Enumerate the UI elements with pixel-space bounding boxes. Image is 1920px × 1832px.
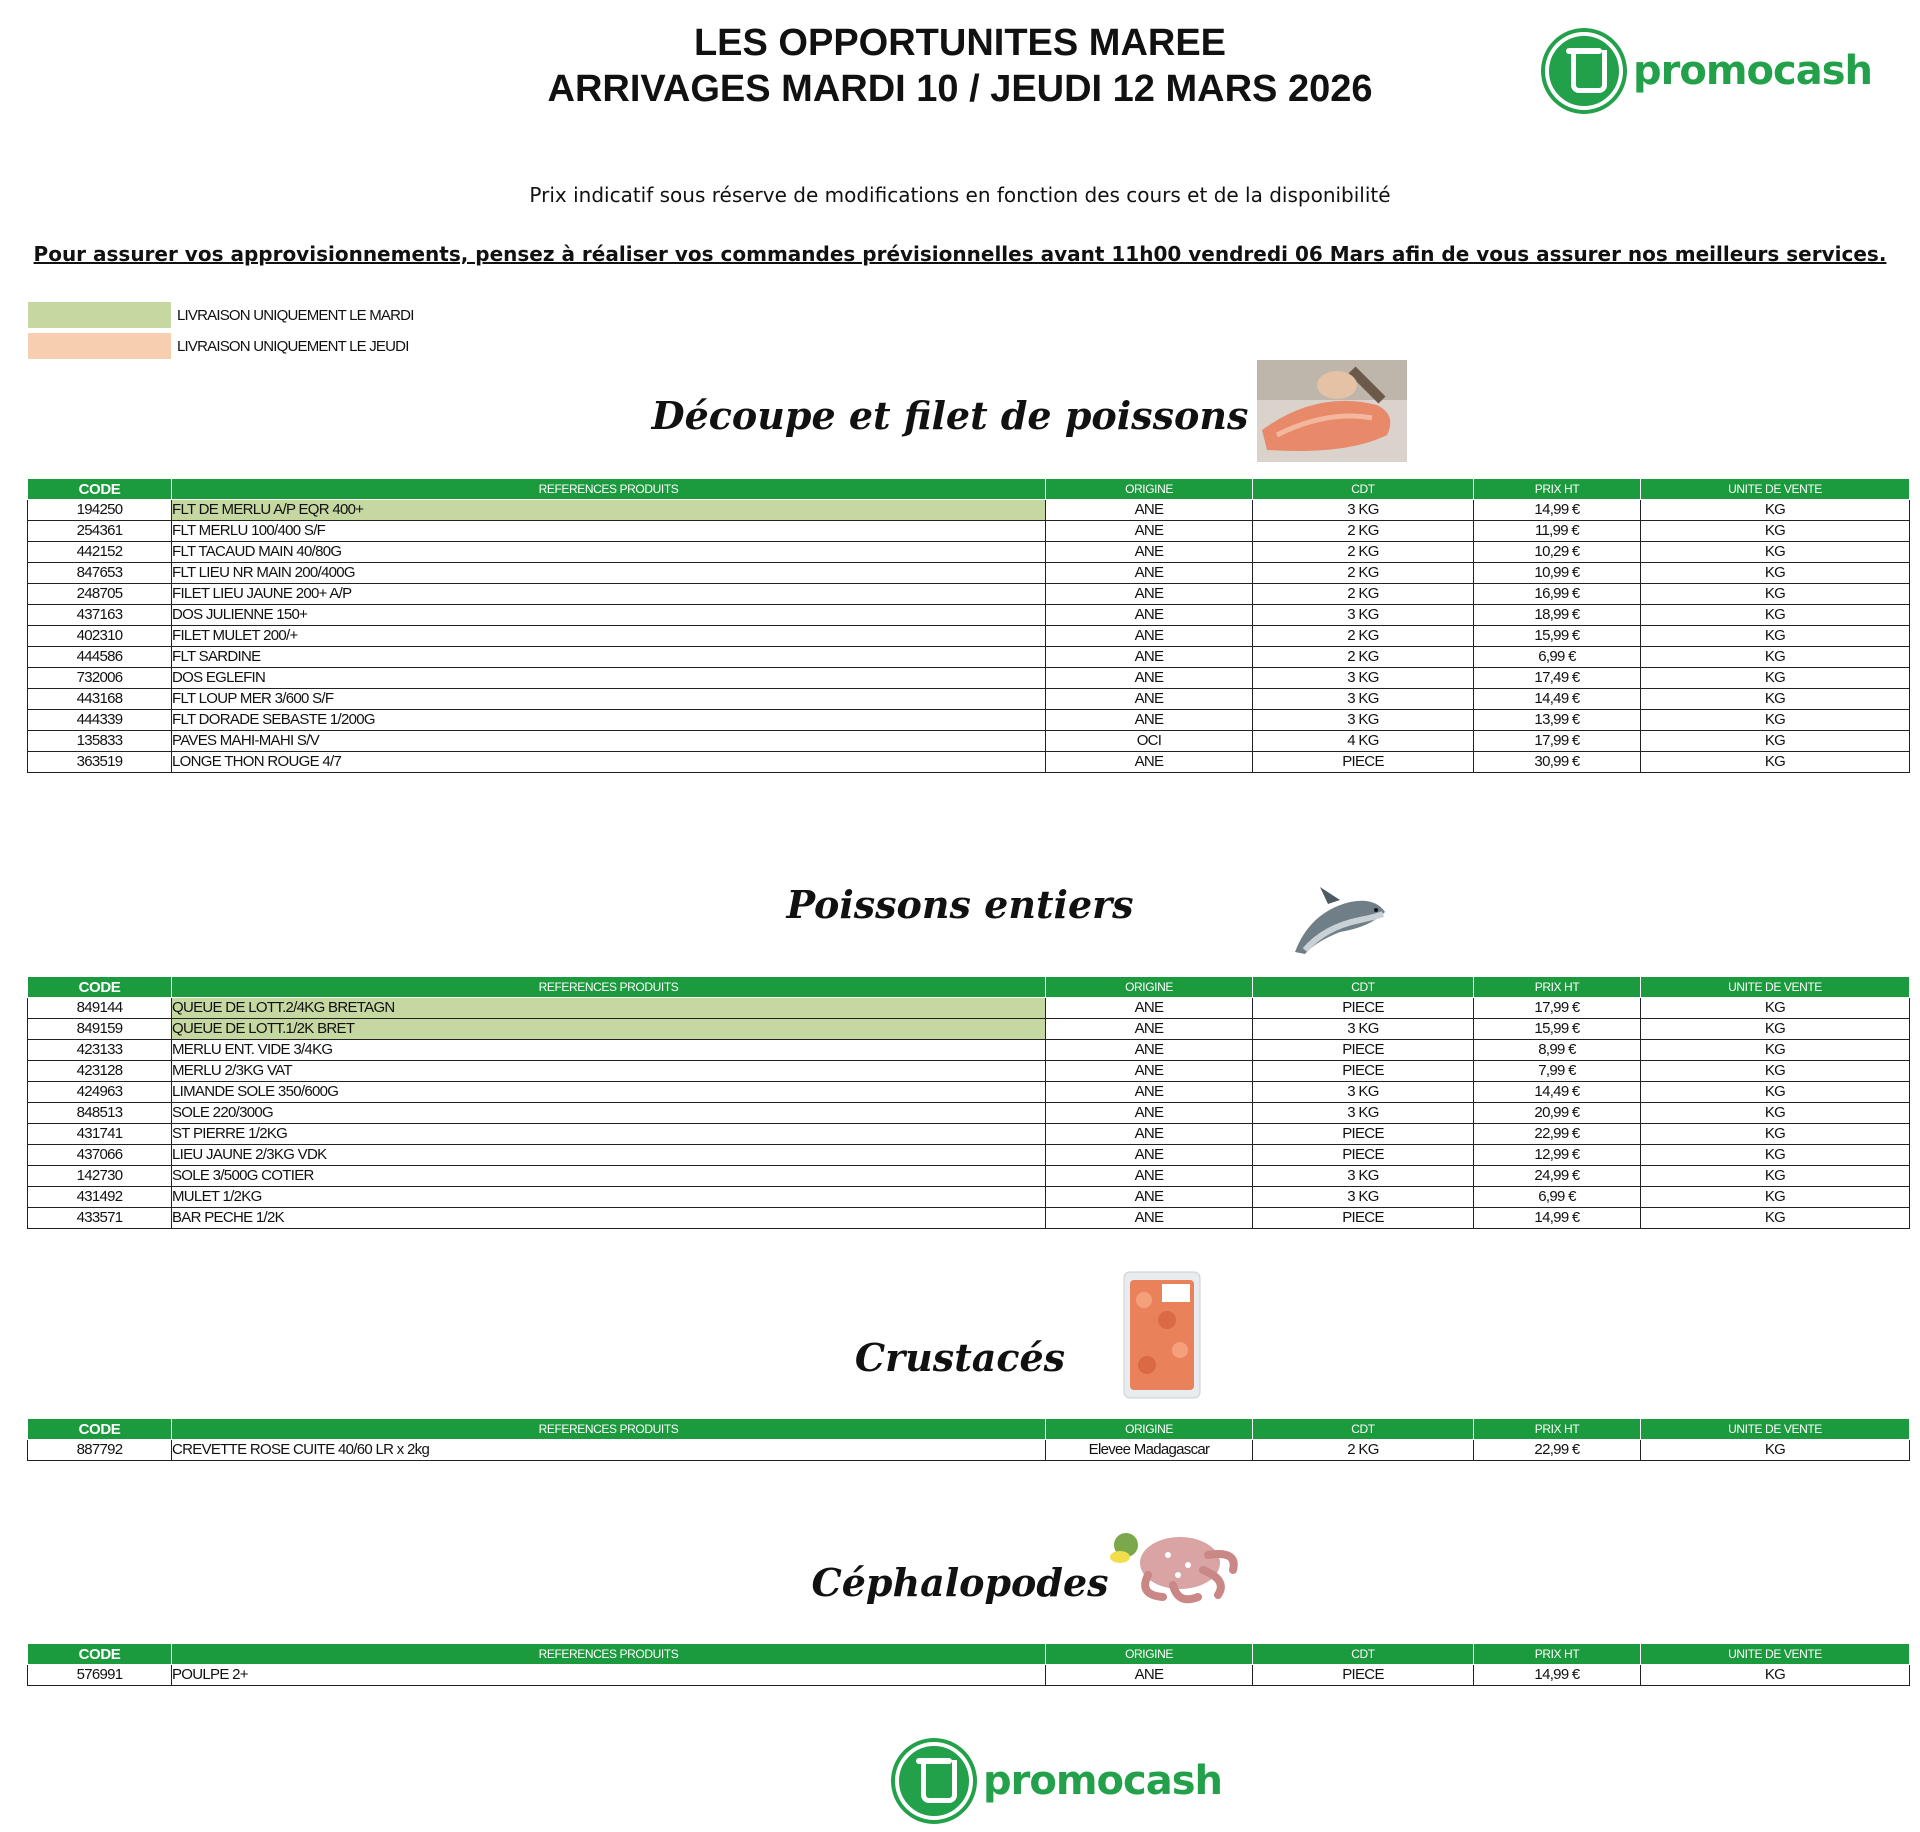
cell-unite: KG (1641, 689, 1910, 710)
section-title-crustaceans: Crustacés (854, 1335, 1066, 1380)
cell-ref: FLT LOUP MER 3/600 S/F (172, 689, 1046, 710)
cell-cdt: 3 KG (1253, 1103, 1474, 1124)
cell-unite: KG (1641, 710, 1910, 731)
header-col-origine: ORIGINE (1046, 1644, 1253, 1665)
cell-prix: 8,99 € (1474, 1040, 1641, 1061)
cell-ref: SOLE 3/500G COTIER (172, 1166, 1046, 1187)
cell-code: 847653 (28, 563, 172, 584)
table-row (28, 584, 1910, 605)
table-row (28, 1082, 1910, 1103)
table-row (28, 752, 1910, 773)
cell-prix: 14,99 € (1474, 1665, 1641, 1686)
cell-code: 849159 (28, 1019, 172, 1040)
cell-code: 433571 (28, 1208, 172, 1229)
cell-ref: LIMANDE SOLE 350/600G (172, 1082, 1046, 1103)
cell-ref: FLT LIEU NR MAIN 200/400G (172, 563, 1046, 584)
cell-ref: DOS EGLEFIN (172, 668, 1046, 689)
cell-unite: KG (1641, 1019, 1910, 1040)
cell-code: 248705 (28, 584, 172, 605)
cell-origine: ANE (1046, 668, 1253, 689)
chef-hat-icon (1545, 32, 1623, 110)
cell-cdt: PIECE (1253, 1665, 1474, 1686)
table-header-row (28, 1419, 1910, 1440)
fish-filleting-photo (1257, 360, 1407, 462)
cell-unite: KG (1641, 1124, 1910, 1145)
cell-prix: 22,99 € (1474, 1440, 1641, 1461)
title-line-2: ARRIVAGES MARDI 10 / JEUDI 12 MARS 2026 (547, 68, 1373, 110)
legend-swatch-tuesday (28, 302, 171, 328)
header-col-cdt: CDT (1253, 1419, 1474, 1440)
cell-prix: 18,99 € (1474, 605, 1641, 626)
legend-tuesday (28, 302, 414, 328)
cell-unite: KG (1641, 1145, 1910, 1166)
cell-ref: QUEUE DE LOTT.2/4KG BRETAGN (172, 998, 1046, 1019)
cell-code: 444586 (28, 647, 172, 668)
cell-code: 437066 (28, 1145, 172, 1166)
table-row (28, 605, 1910, 626)
octopus-photo (1108, 1525, 1243, 1605)
section-title-fillets: Découpe et filet de poissons (651, 393, 1249, 438)
cell-unite: KG (1641, 626, 1910, 647)
header-col-unite: UNITE DE VENTE (1641, 479, 1910, 500)
table-row (28, 521, 1910, 542)
header-col-code: CODE (28, 1644, 172, 1665)
table-header-row (28, 977, 1910, 998)
cell-unite: KG (1641, 668, 1910, 689)
header-col-code: CODE (28, 977, 172, 998)
table-row (28, 1124, 1910, 1145)
header-col-cdt: CDT (1253, 977, 1474, 998)
cell-unite: KG (1641, 1166, 1910, 1187)
cell-code: 142730 (28, 1166, 172, 1187)
cell-ref: FILET LIEU JAUNE 200+ A/P (172, 584, 1046, 605)
cell-ref: ST PIERRE 1/2KG (172, 1124, 1046, 1145)
cell-ref: LIEU JAUNE 2/3KG VDK (172, 1145, 1046, 1166)
chef-hat-icon (895, 1742, 973, 1820)
cell-ref: FLT DE MERLU A/P EQR 400+ (172, 500, 1046, 521)
table-row (28, 668, 1910, 689)
cell-origine: ANE (1046, 1145, 1253, 1166)
legend-label-thursday: LIVRAISON UNIQUEMENT LE JEUDI (177, 337, 409, 355)
cell-cdt: 2 KG (1253, 1440, 1474, 1461)
cell-ref: PAVES MAHI-MAHI S/V (172, 731, 1046, 752)
brand-name-footer: promocash (983, 1758, 1222, 1804)
header-col-ref: REFERENCES PRODUITS (172, 479, 1046, 500)
cell-cdt: 4 KG (1253, 731, 1474, 752)
cell-prix: 12,99 € (1474, 1145, 1641, 1166)
cell-prix: 17,49 € (1474, 668, 1641, 689)
cell-origine: OCI (1046, 731, 1253, 752)
table-row (28, 647, 1910, 668)
table-row (28, 542, 1910, 563)
cell-unite: KG (1641, 1082, 1910, 1103)
cell-prix: 7,99 € (1474, 1061, 1641, 1082)
cell-cdt: PIECE (1253, 1040, 1474, 1061)
cell-cdt: 3 KG (1253, 500, 1474, 521)
cell-code: 444339 (28, 710, 172, 731)
cell-cdt: PIECE (1253, 1208, 1474, 1229)
table-row (28, 1166, 1910, 1187)
cell-unite: KG (1641, 605, 1910, 626)
cell-prix: 20,99 € (1474, 1103, 1641, 1124)
cell-code: 443168 (28, 689, 172, 710)
cell-cdt: 2 KG (1253, 542, 1474, 563)
header-col-cdt: CDT (1253, 1644, 1474, 1665)
cell-origine: ANE (1046, 584, 1253, 605)
cell-unite: KG (1641, 1103, 1910, 1124)
cell-code: 423133 (28, 1040, 172, 1061)
cell-prix: 14,49 € (1474, 689, 1641, 710)
shrimp-pack-photo (1122, 1270, 1202, 1400)
cell-code: 424963 (28, 1082, 172, 1103)
cell-code: 887792 (28, 1440, 172, 1461)
table-row (28, 626, 1910, 647)
cell-prix: 14,99 € (1474, 500, 1641, 521)
cell-unite: KG (1641, 731, 1910, 752)
table-row (28, 998, 1910, 1019)
table-row (28, 1208, 1910, 1229)
cell-origine: ANE (1046, 542, 1253, 563)
cell-cdt: 3 KG (1253, 605, 1474, 626)
cell-cdt: PIECE (1253, 998, 1474, 1019)
cell-prix: 14,99 € (1474, 1208, 1641, 1229)
cell-unite: KG (1641, 752, 1910, 773)
cell-cdt: 3 KG (1253, 1187, 1474, 1208)
header-col-prix: PRIX HT (1474, 1644, 1641, 1665)
cell-origine: ANE (1046, 1061, 1253, 1082)
cell-code: 849144 (28, 998, 172, 1019)
legend-label-tuesday: LIVRAISON UNIQUEMENT LE MARDI (177, 306, 414, 324)
whole-salmon-photo (1290, 872, 1390, 957)
legend-thursday (28, 333, 409, 359)
cell-ref: FILET MULET 200/+ (172, 626, 1046, 647)
cell-cdt: 2 KG (1253, 584, 1474, 605)
cell-unite: KG (1641, 584, 1910, 605)
cell-cdt: PIECE (1253, 752, 1474, 773)
cell-unite: KG (1641, 1208, 1910, 1229)
header-col-code: CODE (28, 1419, 172, 1440)
cell-code: 423128 (28, 1061, 172, 1082)
header-col-origine: ORIGINE (1046, 1419, 1253, 1440)
cell-ref: MULET 1/2KG (172, 1187, 1046, 1208)
header-col-origine: ORIGINE (1046, 479, 1253, 500)
cell-cdt: 3 KG (1253, 1166, 1474, 1187)
table-header-row (28, 479, 1910, 500)
header-col-code: CODE (28, 479, 172, 500)
cell-ref: FLT TACAUD MAIN 40/80G (172, 542, 1046, 563)
legend-swatch-thursday (28, 333, 171, 359)
table-row (28, 563, 1910, 584)
promocash-logo-bottom (895, 1742, 1222, 1820)
cell-unite: KG (1641, 500, 1910, 521)
table-row (28, 689, 1910, 710)
cell-ref: MERLU ENT. VIDE 3/4KG (172, 1040, 1046, 1061)
table-row (28, 1187, 1910, 1208)
header-col-unite: UNITE DE VENTE (1641, 1644, 1910, 1665)
cell-unite: KG (1641, 998, 1910, 1019)
header-col-ref: REFERENCES PRODUITS (172, 1419, 1046, 1440)
table-row (28, 731, 1910, 752)
cell-origine: ANE (1046, 998, 1253, 1019)
cell-unite: KG (1641, 1040, 1910, 1061)
cell-cdt: 2 KG (1253, 521, 1474, 542)
cell-origine: ANE (1046, 626, 1253, 647)
cell-code: 254361 (28, 521, 172, 542)
brand-name: promocash (1633, 48, 1872, 94)
whole-fish-table (27, 976, 1910, 1229)
table-row (28, 1145, 1910, 1166)
cell-origine: ANE (1046, 1082, 1253, 1103)
cell-unite: KG (1641, 647, 1910, 668)
header-col-prix: PRIX HT (1474, 977, 1641, 998)
cell-cdt: PIECE (1253, 1061, 1474, 1082)
cell-origine: ANE (1046, 752, 1253, 773)
table-row (28, 1019, 1910, 1040)
cell-ref: LONGE THON ROUGE 4/7 (172, 752, 1046, 773)
header-col-ref: REFERENCES PRODUITS (172, 977, 1046, 998)
cell-code: 363519 (28, 752, 172, 773)
cell-ref: CREVETTE ROSE CUITE 40/60 LR x 2kg (172, 1440, 1046, 1461)
cell-origine: ANE (1046, 605, 1253, 626)
section-title-whole-fish: Poissons entiers (786, 882, 1134, 927)
cell-cdt: 3 KG (1253, 668, 1474, 689)
cell-prix: 16,99 € (1474, 584, 1641, 605)
header-col-origine: ORIGINE (1046, 977, 1253, 998)
cell-unite: KG (1641, 1665, 1910, 1686)
cell-cdt: PIECE (1253, 1124, 1474, 1145)
table-row (28, 1665, 1910, 1686)
cell-code: 442152 (28, 542, 172, 563)
cell-prix: 13,99 € (1474, 710, 1641, 731)
cell-origine: ANE (1046, 1166, 1253, 1187)
cell-origine: ANE (1046, 1103, 1253, 1124)
cell-ref: FLT MERLU 100/400 S/F (172, 521, 1046, 542)
cell-unite: KG (1641, 542, 1910, 563)
cell-ref: BAR PECHE 1/2K (172, 1208, 1046, 1229)
cell-prix: 17,99 € (1474, 731, 1641, 752)
header-col-prix: PRIX HT (1474, 479, 1641, 500)
cell-unite: KG (1641, 1061, 1910, 1082)
fillets-table (27, 478, 1910, 773)
cell-code: 848513 (28, 1103, 172, 1124)
cell-origine: ANE (1046, 1124, 1253, 1145)
cell-origine: ANE (1046, 521, 1253, 542)
cell-cdt: PIECE (1253, 1145, 1474, 1166)
cell-ref: DOS JULIENNE 150+ (172, 605, 1046, 626)
header-col-ref: REFERENCES PRODUITS (172, 1644, 1046, 1665)
cell-origine: ANE (1046, 1187, 1253, 1208)
table-row (28, 1061, 1910, 1082)
cell-prix: 10,99 € (1474, 563, 1641, 584)
cell-prix: 24,99 € (1474, 1166, 1641, 1187)
cell-code: 402310 (28, 626, 172, 647)
title-line-1: LES OPPORTUNITES MAREE (693, 22, 1227, 64)
cell-code: 135833 (28, 731, 172, 752)
cell-prix: 6,99 € (1474, 647, 1641, 668)
table-row (28, 1440, 1910, 1461)
table-header-row (28, 1644, 1910, 1665)
cell-ref: QUEUE DE LOTT.1/2K BRET (172, 1019, 1046, 1040)
cell-cdt: 3 KG (1253, 710, 1474, 731)
cell-ref: FLT DORADE SEBASTE 1/200G (172, 710, 1046, 731)
cell-prix: 10,29 € (1474, 542, 1641, 563)
cell-origine: ANE (1046, 1665, 1253, 1686)
cell-prix: 17,99 € (1474, 998, 1641, 1019)
header-col-prix: PRIX HT (1474, 1419, 1641, 1440)
header-col-unite: UNITE DE VENTE (1641, 977, 1910, 998)
promocash-logo-top (1545, 32, 1872, 110)
cell-origine: Elevee Madagascar (1046, 1440, 1253, 1461)
cell-code: 576991 (28, 1665, 172, 1686)
cell-prix: 14,49 € (1474, 1082, 1641, 1103)
cell-origine: ANE (1046, 647, 1253, 668)
cell-code: 732006 (28, 668, 172, 689)
cell-ref: MERLU 2/3KG VAT (172, 1061, 1046, 1082)
cell-origine: ANE (1046, 689, 1253, 710)
cell-prix: 30,99 € (1474, 752, 1641, 773)
cell-origine: ANE (1046, 500, 1253, 521)
cell-unite: KG (1641, 521, 1910, 542)
cell-prix: 15,99 € (1474, 626, 1641, 647)
order-notice: Pour assurer vos approvisionnements, pensez à réaliser vos commandes prévisionnelles avant 11h00 vendredi 06 Mars afin de vous assurer nos meilleurs services. (33, 242, 1887, 266)
cell-origine: ANE (1046, 1019, 1253, 1040)
cell-unite: KG (1641, 563, 1910, 584)
crustaceans-table (27, 1418, 1910, 1461)
cell-prix: 6,99 € (1474, 1187, 1641, 1208)
header-col-unite: UNITE DE VENTE (1641, 1419, 1910, 1440)
table-row (28, 710, 1910, 731)
price-disclaimer: Prix indicatif sous réserve de modifications en fonction des cours et de la disponibilité (529, 183, 1391, 207)
cell-ref: SOLE 220/300G (172, 1103, 1046, 1124)
cell-origine: ANE (1046, 1040, 1253, 1061)
cell-cdt: 3 KG (1253, 689, 1474, 710)
table-row (28, 1040, 1910, 1061)
cell-prix: 15,99 € (1474, 1019, 1641, 1040)
cell-origine: ANE (1046, 710, 1253, 731)
cell-cdt: 3 KG (1253, 1082, 1474, 1103)
cell-prix: 22,99 € (1474, 1124, 1641, 1145)
cell-code: 431492 (28, 1187, 172, 1208)
section-title-cephalopods: Céphalopodes (811, 1560, 1109, 1605)
header-col-cdt: CDT (1253, 479, 1474, 500)
cell-code: 437163 (28, 605, 172, 626)
cell-cdt: 2 KG (1253, 563, 1474, 584)
cell-cdt: 2 KG (1253, 626, 1474, 647)
cell-ref: FLT SARDINE (172, 647, 1046, 668)
table-row (28, 500, 1910, 521)
cell-cdt: 2 KG (1253, 647, 1474, 668)
cell-ref: POULPE 2+ (172, 1665, 1046, 1686)
cell-code: 194250 (28, 500, 172, 521)
cell-code: 431741 (28, 1124, 172, 1145)
table-row (28, 1103, 1910, 1124)
cell-prix: 11,99 € (1474, 521, 1641, 542)
cell-unite: KG (1641, 1440, 1910, 1461)
cell-cdt: 3 KG (1253, 1019, 1474, 1040)
cell-origine: ANE (1046, 563, 1253, 584)
cell-origine: ANE (1046, 1208, 1253, 1229)
cephalopods-table (27, 1643, 1910, 1686)
cell-unite: KG (1641, 1187, 1910, 1208)
